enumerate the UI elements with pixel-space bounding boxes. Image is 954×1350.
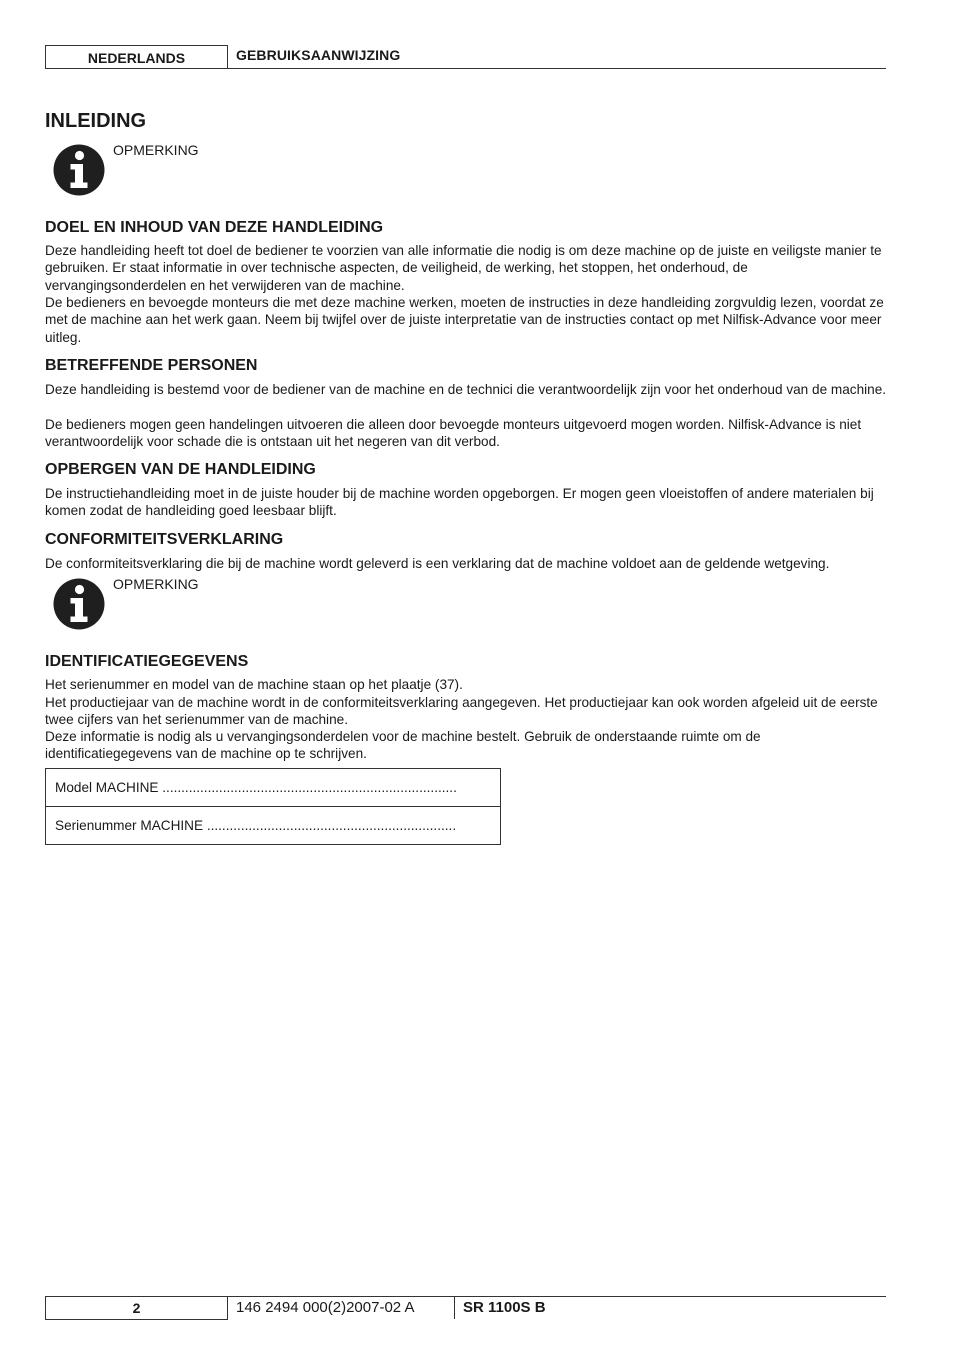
note-block: [52, 577, 352, 633]
paragraph: De bedieners mogen geen handelingen uitvoeren die alleen door bevoegde monteurs uitgevoerd mogen worden. Nilfisk-Advance is niet verantwoordelijk voor schade die is ontstaan uit het negeren van dit verbod.: [45, 417, 862, 450]
section-heading-personen: BETREFFENDE PERSONEN: [45, 357, 258, 374]
page-header: [45, 45, 886, 69]
section-heading-opbergen: OPBERGEN VAN DE HANDLEIDING: [45, 461, 316, 478]
model-field: Model MACHINE ..............................................................................: [46, 769, 500, 807]
identification-table: [45, 768, 501, 845]
section-heading-conformiteit: CONFORMITEITSVERKLARING: [45, 531, 284, 548]
paragraph: De bedieners en bevoegde monteurs die met deze machine werken, moeten de instructies in deze handleiding zorgvuldig lezen, voordat ze met de machine aan het werk gaan. Neem bij twijfel over de juiste interpretatie van de instructies contact op met Nilfisk-Advance voor meer uitleg.: [45, 295, 884, 345]
note-block: [52, 143, 352, 199]
paragraph: Deze informatie is nodig als u vervangingsonderdelen voor de machine bestelt. Gebruik de onderstaande ruimte om de identificatiegegevens van de machine op te schrijven.: [45, 729, 761, 762]
page-footer: [45, 1296, 886, 1320]
info-icon: [52, 577, 106, 631]
note-label: OPMERKING: [113, 576, 199, 592]
document-type: GEBRUIKSAANWIJZING: [236, 47, 401, 63]
paragraph: Deze handleiding is bestemd voor de bediener van de machine en de technici die verantwoordelijk zijn voor het onderhoud van de machine.: [45, 382, 887, 397]
paragraph: De conformiteitsverklaring die bij de machine wordt geleverd is een verklaring dat de machine voldoet aan de geldende wetgeving.: [45, 556, 830, 571]
section-heading-identificatie: IDENTIFICATIEGEGEVENS: [45, 653, 249, 670]
note-label: OPMERKING: [113, 142, 199, 158]
language-label: NEDERLANDS: [45, 45, 228, 69]
machine-model: SR 1100S B: [463, 1299, 546, 1316]
serial-number-field: Serienummer MACHINE ..................................................................: [55, 818, 457, 833]
page-title: INLEIDING: [45, 110, 147, 132]
info-icon: [52, 143, 106, 197]
section-heading-doel: DOEL EN INHOUD VAN DEZE HANDLEIDING: [45, 219, 384, 236]
paragraph: Het productiejaar van de machine wordt in de conformiteitsverklaring aangegeven. Het productiejaar kan ook worden afgeleid uit de eerste twee cijfers van het serienummer van de machine.: [45, 695, 878, 728]
footer-divider: [454, 1297, 455, 1319]
page-number: 2: [45, 1297, 228, 1320]
paragraph: Deze handleiding heeft tot doel de bediener te voorzien van alle informatie die nodig is om deze machine op de juiste en veiligste manier te gebruiken. Er staat informatie in over technische aspecten, de veiligheid, de werking, het stoppen, het onderhoud, de vervangingsonderdelen en het verwijderen van de machine.: [45, 243, 882, 293]
document-code: 146 2494 000(2)2007-02 A: [236, 1299, 415, 1316]
paragraph: Het serienummer en model van de machine staan op het plaatje (37).: [45, 677, 463, 692]
paragraph: De instructiehandleiding moet in de juiste houder bij de machine worden opgeborgen. Er mogen geen vloeistoffen of andere materialen bij komen zodat de handleiding goed leesbaar blijft.: [45, 486, 874, 519]
